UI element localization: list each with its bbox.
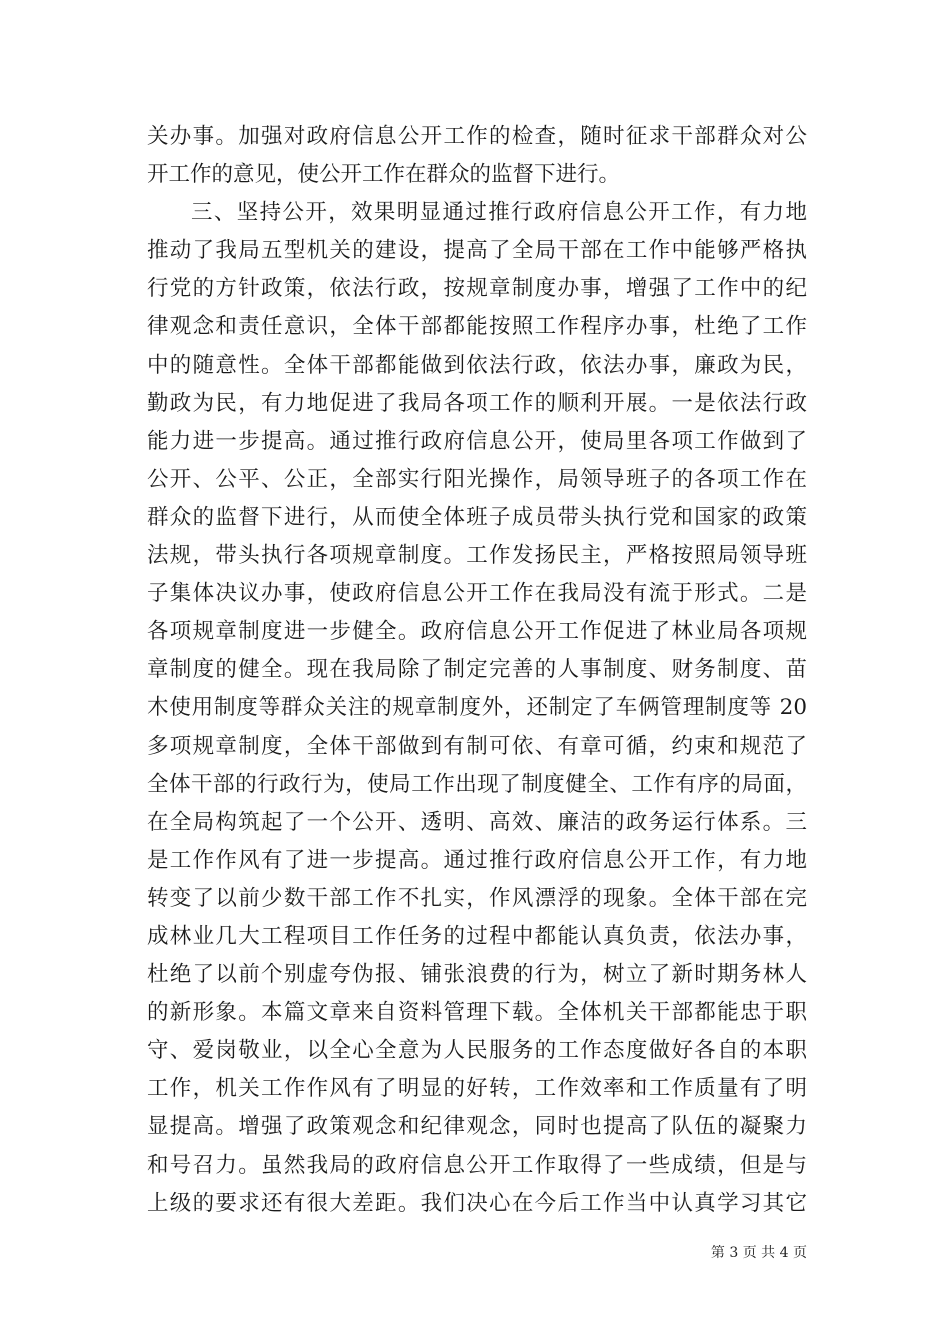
text-line: 是工作作风有了进一步提高。通过推行政府信息公开工作，有力地 <box>147 847 807 873</box>
text-line: 全体干部的行政行为，使局工作出现了制度健全、工作有序的局面， <box>147 771 807 797</box>
text-line: 关办事。加强对政府信息公开工作的检查，随时征求干部群众对公 <box>147 124 807 149</box>
text-line: 工作，机关工作作风有了明显的好转，工作效率和工作质量有了明 <box>147 1076 807 1102</box>
text-line: 上级的要求还有很大差距。我们决心在今后工作当中认真学习其它 <box>147 1190 807 1216</box>
body-text <box>147 118 807 1223</box>
text-line: 公开、公平、公正，全部实行阳光操作，局领导班子的各项工作在 <box>147 466 807 492</box>
page-number-footer: 第 3 页 共 4 页 <box>710 1245 807 1261</box>
text-line: 转变了以前少数干部工作不扎实，作风漂浮的现象。全体干部在完 <box>147 885 807 911</box>
text-line: 的新形象。本篇文章来自资料管理下载。全体机关干部都能忠于职 <box>147 1000 807 1026</box>
text-line: 能力进一步提高。通过推行政府信息公开，使局里各项工作做到了 <box>147 428 807 454</box>
text-line: 多项规章制度，全体干部做到有制可依、有章可循，约束和规范了 <box>147 733 807 759</box>
text-line: 律观念和责任意识，全体干部都能按照工作程序办事，杜绝了工作 <box>147 314 807 340</box>
text-line: 成林业几大工程项目工作任务的过程中都能认真负责，依法办事， <box>147 923 807 949</box>
paragraph-start-line: 三、坚持公开，效果明显通过推行政府信息公开工作，有力地 <box>191 200 807 226</box>
text-line: 推动了我局五型机关的建设，提高了全局干部在工作中能够严格执 <box>147 238 807 264</box>
text-line: 章制度的健全。现在我局除了制定完善的人事制度、财务制度、苗 <box>147 657 807 683</box>
text-line: 开工作的意见，使公开工作在群众的监督下进行。 <box>147 162 621 188</box>
text-line: 勤政为民，有力地促进了我局各项工作的顺利开展。一是依法行政 <box>147 390 807 416</box>
text-line: 中的随意性。全体干部都能做到依法行政，依法办事，廉政为民， <box>147 352 807 378</box>
text-line: 群众的监督下进行，从而使全体班子成员带头执行党和国家的政策 <box>147 504 807 530</box>
text-line: 杜绝了以前个别虚夸伪报、铺张浪费的行为，树立了新时期务林人 <box>147 962 807 988</box>
text-line: 和号召力。虽然我局的政府信息公开工作取得了一些成绩，但是与 <box>147 1152 807 1178</box>
text-line: 法规，带头执行各项规章制度。工作发扬民主，严格按照局领导班 <box>147 543 807 569</box>
text-line: 行党的方针政策，依法行政，按规章制度办事，增强了工作中的纪 <box>147 276 807 302</box>
text-line: 显提高。增强了政策观念和纪律观念，同时也提高了队伍的凝聚力 <box>147 1114 807 1140</box>
text-line: 在全局构筑起了一个公开、透明、高效、廉洁的政务运行体系。三 <box>147 809 807 835</box>
text-line: 守、爱岗敬业，以全心全意为人民服务的工作态度做好各自的本职 <box>147 1038 807 1064</box>
text-line: 各项规章制度进一步健全。政府信息公开工作促进了林业局各项规 <box>147 619 807 645</box>
text-line: 子集体决议办事，使政府信息公开工作在我局没有流于形式。二是 <box>147 581 807 607</box>
text-line: 木使用制度等群众关注的规章制度外，还制定了车俩管理制度等 20 <box>147 695 807 721</box>
